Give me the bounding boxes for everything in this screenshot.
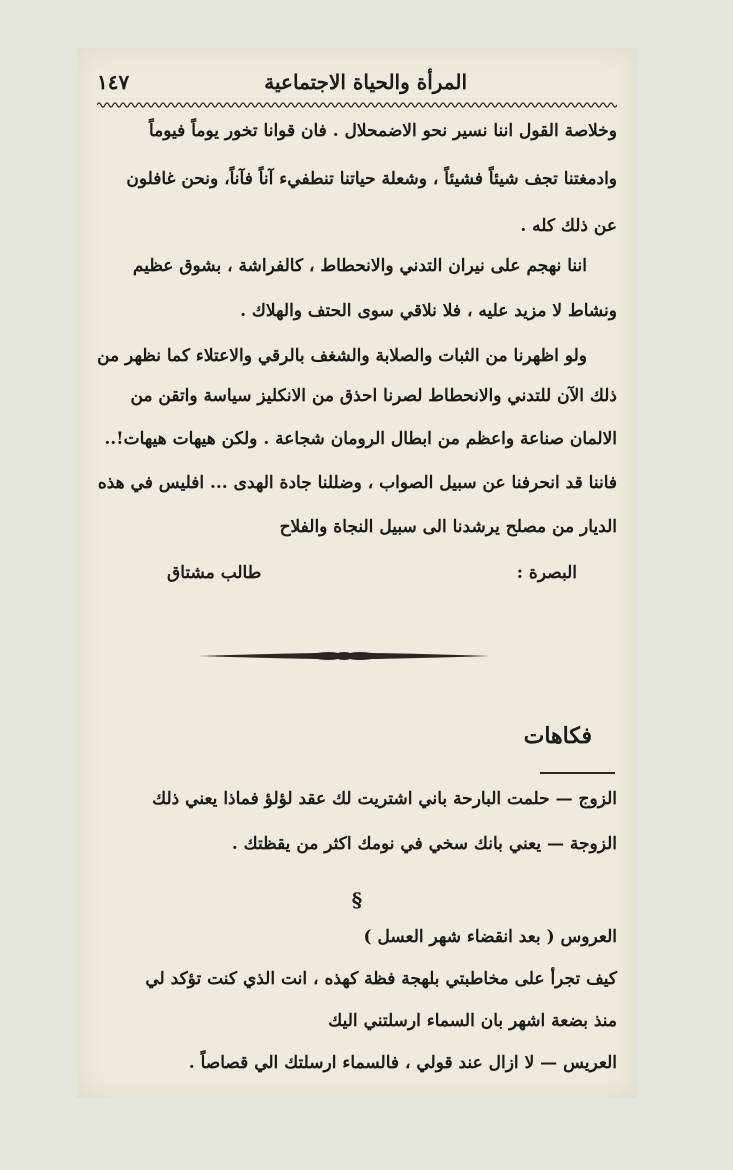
signature-place: البصرة :: [516, 563, 577, 583]
body-line-9: فاننا قد انحرفنا عن سبيل الصواب ، وضللنا جادة الهدى ... افليس في هذه: [97, 473, 617, 493]
joke-2-line-4: العريس — لا ازال عند قولي ، فالسماء ارسلتك الي قصاصاً .: [188, 1053, 617, 1073]
body-line-3: عن ذلك كله .: [520, 216, 617, 236]
joke-1-line-2: الزوجة — يعني بانك سخي في نومك اكثر من يقظتك .: [231, 834, 617, 854]
joke-2-line-2: كيف تجرأ على مخاطبتي بلهجة فظة كهذه ، انت الذي كنت تؤكد لي: [145, 969, 617, 989]
joke-2-line-3: منذ بضعة اشهر بان السماء ارسلتني اليك: [328, 1011, 617, 1031]
section-title-rule: [540, 772, 615, 774]
signature-author: طالب مشتاق: [167, 563, 262, 583]
joke-2-line-1: العروس ( بعد انقضاء شهر العسل ): [363, 927, 617, 947]
body-line-5: ونشاط لا مزيد عليه ، فلا نلاقي سوى الحتف والهلاك .: [240, 301, 617, 321]
running-title: المرأة والحياة الاجتماعية: [264, 70, 467, 94]
joke-1-line-1: الزوج — حلمت البارحة باني اشتريت لك عقد لؤلؤ فماذا يعني ذلك: [152, 789, 617, 809]
body-line-2: وادمغتنا تجف شيئاً فشيئاً ، وشعلة حياتنا تنطفيء آناً فآناً، ونحن غافلون: [126, 169, 617, 189]
section-mark: §: [351, 888, 363, 912]
body-line-8: الالمان صناعة واعظم من ابطال الرومان شجاعة . ولكن هيهات هيهات!..: [104, 429, 617, 449]
running-header: [97, 70, 617, 100]
book-page: [77, 48, 637, 1098]
page-number: ١٤٧: [97, 70, 130, 94]
body-line-4: اننا نهجم على نيران التدني والانحطاط ، كالفراشة ، بشوق عظيم: [132, 256, 587, 276]
body-line-10: الديار من مصلح يرشدنا الى سبيل النجاة والفلاح: [279, 517, 617, 537]
section-title: فكاهات: [523, 723, 592, 749]
body-line-1: وخلاصة القول اننا نسير نحو الاضمحلال . فان قوانا تخور يوماً فيوماً: [148, 121, 617, 141]
wavy-rule: [97, 100, 617, 110]
body-line-7: ذلك الآن للتدني والانحطاط لصرنا احذق من الانكليز سياسة واتقن من: [130, 386, 617, 406]
body-line-6: ولو اظهرنا من الثبات والصلابة والشغف بالرقي والاعتلاء كما نظهر من: [97, 346, 587, 366]
signature-block: [167, 563, 577, 587]
ornamental-divider: [197, 648, 492, 664]
